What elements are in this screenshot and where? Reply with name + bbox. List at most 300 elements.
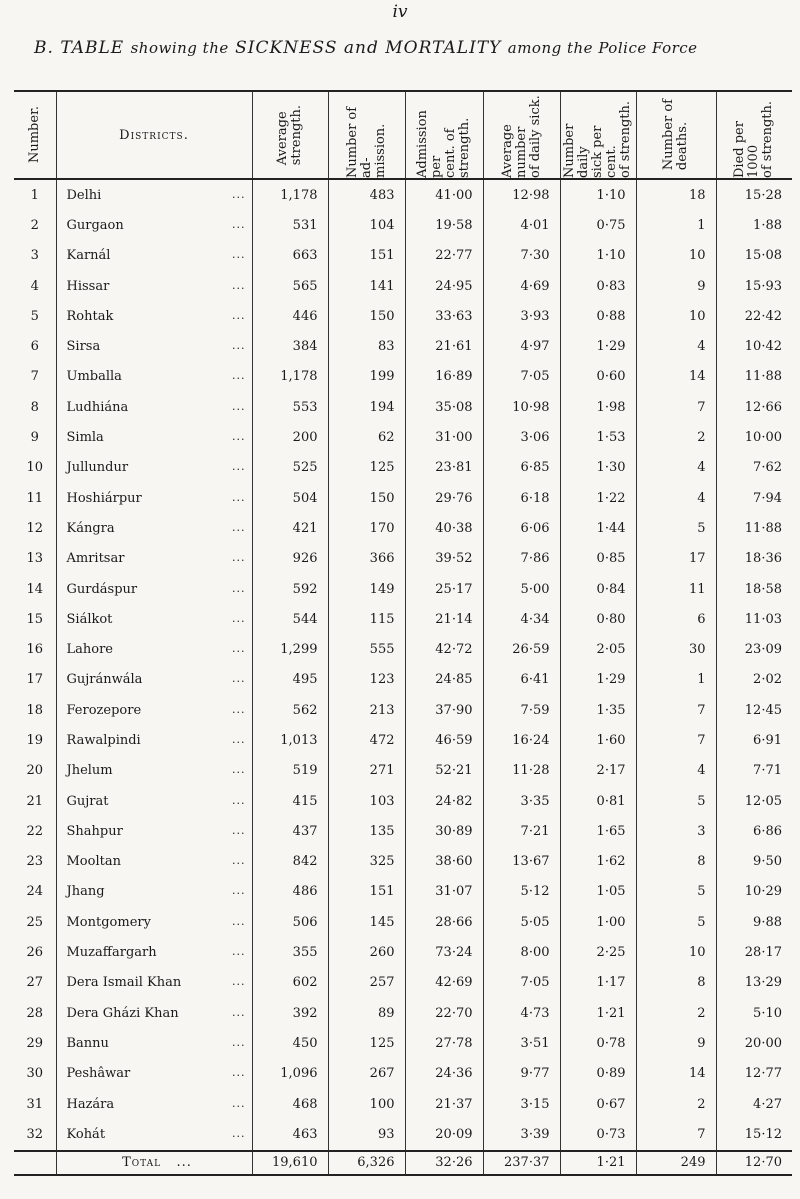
daily-sick-per-cent: 1·10: [560, 241, 636, 271]
deaths: 1: [636, 210, 716, 240]
admission-per-cent: 24·36: [405, 1059, 483, 1089]
daily-sick-per-cent: 1·98: [560, 392, 636, 422]
died-per-1000: 2·02: [716, 665, 792, 695]
average-strength: 842: [252, 847, 328, 877]
district-name: Gurdáspur ...: [56, 574, 252, 604]
daily-sick-per-cent: 1·22: [560, 483, 636, 513]
table-row: [14, 179, 792, 210]
daily-sick-per-cent: 1·53: [560, 422, 636, 452]
average-strength: 200: [252, 422, 328, 452]
died-per-1000: 15·12: [716, 1119, 792, 1150]
daily-sick-per-cent: 1·60: [560, 725, 636, 755]
row-number: 11: [26, 490, 44, 506]
row-number: 14: [26, 581, 44, 597]
admission-per-cent: 42·72: [405, 634, 483, 664]
header-admissions: Number of ad- mission.: [328, 91, 405, 179]
admissions: 267: [328, 1059, 405, 1089]
table-row: [14, 968, 792, 998]
table-row: [14, 513, 792, 543]
average-daily-sick: 26·59: [483, 634, 560, 664]
average-daily-sick: 12·98: [483, 179, 560, 210]
admission-per-cent: 35·08: [405, 392, 483, 422]
total-deaths: 249: [636, 1151, 716, 1175]
admission-per-cent: 28·66: [405, 907, 483, 937]
admissions: 125: [328, 1028, 405, 1058]
table-row: [14, 422, 792, 452]
table-row: [14, 816, 792, 846]
died-per-1000: 1·88: [716, 210, 792, 240]
died-per-1000: 10·29: [716, 877, 792, 907]
district-name: Hissar ...: [56, 271, 252, 301]
deaths: 7: [636, 725, 716, 755]
average-strength: 926: [252, 544, 328, 574]
daily-sick-per-cent: 1·10: [560, 179, 636, 210]
total-label: Total ...: [56, 1151, 252, 1175]
admission-per-cent: 30·89: [405, 816, 483, 846]
died-per-1000: 15·93: [716, 271, 792, 301]
died-per-1000: 7·94: [716, 483, 792, 513]
admission-per-cent: 40·38: [405, 513, 483, 543]
header-average-strength: Average strength.: [252, 91, 328, 179]
died-per-1000: 7·71: [716, 756, 792, 786]
district-name: Karnál ...: [56, 241, 252, 271]
admissions: 151: [328, 877, 405, 907]
admissions: 135: [328, 816, 405, 846]
admission-per-cent: 31·00: [405, 422, 483, 452]
deaths: 17: [636, 544, 716, 574]
total-died-per-1000: 12·70: [716, 1151, 792, 1175]
average-daily-sick: 11·28: [483, 756, 560, 786]
admissions: 483: [328, 179, 405, 210]
row-number: 23: [26, 854, 44, 870]
daily-sick-per-cent: 0·80: [560, 604, 636, 634]
daily-sick-per-cent: 0·89: [560, 1059, 636, 1089]
admission-per-cent: 22·70: [405, 998, 483, 1028]
header-deaths: Number of deaths.: [636, 91, 716, 179]
admission-per-cent: 39·52: [405, 544, 483, 574]
died-per-1000: 10·00: [716, 422, 792, 452]
district-name: Montgomery ...: [56, 907, 252, 937]
average-strength: 468: [252, 1089, 328, 1119]
header-row: [14, 91, 792, 179]
daily-sick-per-cent: 1·65: [560, 816, 636, 846]
deaths: 10: [636, 241, 716, 271]
admission-per-cent: 21·14: [405, 604, 483, 634]
total-admissions: 6,326: [328, 1151, 405, 1175]
died-per-1000: 7·62: [716, 453, 792, 483]
row-number: 30: [26, 1066, 44, 1082]
died-per-1000: 12·77: [716, 1059, 792, 1089]
admission-per-cent: 31·07: [405, 877, 483, 907]
admissions: 325: [328, 847, 405, 877]
admission-per-cent: 73·24: [405, 937, 483, 967]
total-row: [14, 1151, 792, 1175]
daily-sick-per-cent: 0·75: [560, 210, 636, 240]
header-daily-sick-per-cent: Number daily sick per cent. of strength.: [560, 91, 636, 179]
table-row: [14, 665, 792, 695]
daily-sick-per-cent: 0·81: [560, 786, 636, 816]
admissions: 555: [328, 634, 405, 664]
deaths: 9: [636, 1028, 716, 1058]
admissions: 62: [328, 422, 405, 452]
daily-sick-per-cent: 1·21: [560, 998, 636, 1028]
title-caps: SICKNESS and MORTALITY: [235, 38, 502, 58]
row-number: 15: [26, 611, 44, 627]
admission-per-cent: 24·85: [405, 665, 483, 695]
row-number: 12: [26, 520, 44, 536]
district-name: Simla ...: [56, 422, 252, 452]
total-admission-per-cent: 32·26: [405, 1151, 483, 1175]
admissions: 257: [328, 968, 405, 998]
average-strength: 506: [252, 907, 328, 937]
average-daily-sick: 4·73: [483, 998, 560, 1028]
row-number: 3: [30, 248, 39, 264]
district-name: Hoshiárpur ...: [56, 483, 252, 513]
average-daily-sick: 9·77: [483, 1059, 560, 1089]
table-row: [14, 847, 792, 877]
average-strength: 392: [252, 998, 328, 1028]
daily-sick-per-cent: 1·00: [560, 907, 636, 937]
district-name: Delhi ...: [56, 179, 252, 210]
average-daily-sick: 3·15: [483, 1089, 560, 1119]
average-strength: 592: [252, 574, 328, 604]
daily-sick-per-cent: 0·83: [560, 271, 636, 301]
deaths: 10: [636, 301, 716, 331]
died-per-1000: 18·58: [716, 574, 792, 604]
deaths: 4: [636, 453, 716, 483]
daily-sick-per-cent: 0·78: [560, 1028, 636, 1058]
district-name: Rohtak ...: [56, 301, 252, 331]
died-per-1000: 23·09: [716, 634, 792, 664]
table-row: [14, 634, 792, 664]
admissions: 213: [328, 695, 405, 725]
header-number: Number.: [14, 91, 56, 179]
table-row: [14, 392, 792, 422]
admissions: 83: [328, 331, 405, 361]
average-daily-sick: 7·21: [483, 816, 560, 846]
admissions: 123: [328, 665, 405, 695]
row-number: 19: [26, 732, 44, 748]
district-name: Peshâwar ...: [56, 1059, 252, 1089]
sickness-mortality-table: [14, 90, 792, 1176]
admission-per-cent: 16·89: [405, 362, 483, 392]
admissions: 93: [328, 1119, 405, 1150]
average-daily-sick: 10·98: [483, 392, 560, 422]
average-strength: 463: [252, 1119, 328, 1150]
table-row: [14, 907, 792, 937]
average-strength: 663: [252, 241, 328, 271]
deaths: 5: [636, 786, 716, 816]
average-daily-sick: 3·39: [483, 1119, 560, 1150]
deaths: 1: [636, 665, 716, 695]
deaths: 5: [636, 877, 716, 907]
row-number: 1: [30, 187, 39, 203]
table-row: [14, 937, 792, 967]
row-number: 21: [26, 793, 44, 809]
daily-sick-per-cent: 1·29: [560, 331, 636, 361]
admission-per-cent: 42·69: [405, 968, 483, 998]
table-row: [14, 1119, 792, 1150]
daily-sick-per-cent: 2·17: [560, 756, 636, 786]
deaths: 3: [636, 816, 716, 846]
average-strength: 1,299: [252, 634, 328, 664]
average-daily-sick: 7·05: [483, 362, 560, 392]
admissions: 150: [328, 483, 405, 513]
daily-sick-per-cent: 2·05: [560, 634, 636, 664]
row-number: 20: [26, 763, 44, 779]
table-row: [14, 574, 792, 604]
row-number: 16: [26, 642, 44, 658]
average-strength: 1,096: [252, 1059, 328, 1089]
district-name: Muzaffargarh ...: [56, 937, 252, 967]
died-per-1000: 20·00: [716, 1028, 792, 1058]
deaths: 10: [636, 937, 716, 967]
row-number: 10: [26, 460, 44, 476]
admissions: 150: [328, 301, 405, 331]
row-number: 9: [30, 430, 39, 446]
daily-sick-per-cent: 0·85: [560, 544, 636, 574]
admission-per-cent: 33·63: [405, 301, 483, 331]
admission-per-cent: 46·59: [405, 725, 483, 755]
district-name: Kohát ...: [56, 1119, 252, 1150]
row-number: 26: [26, 945, 44, 961]
died-per-1000: 4·27: [716, 1089, 792, 1119]
average-daily-sick: 4·97: [483, 331, 560, 361]
died-per-1000: 9·88: [716, 907, 792, 937]
deaths: 14: [636, 1059, 716, 1089]
table-row: [14, 756, 792, 786]
admissions: 104: [328, 210, 405, 240]
admissions: 260: [328, 937, 405, 967]
header-died-per-1000: Died per 1000 of strength.: [716, 91, 792, 179]
district-name: Dera Gházi Khan ...: [56, 998, 252, 1028]
table-row: [14, 604, 792, 634]
table-row: [14, 362, 792, 392]
total-blank: [14, 1151, 56, 1175]
died-per-1000: 5·10: [716, 998, 792, 1028]
average-daily-sick: 7·59: [483, 695, 560, 725]
daily-sick-per-cent: 1·62: [560, 847, 636, 877]
average-strength: 1,013: [252, 725, 328, 755]
average-strength: 602: [252, 968, 328, 998]
deaths: 4: [636, 483, 716, 513]
average-daily-sick: 5·05: [483, 907, 560, 937]
average-daily-sick: 6·85: [483, 453, 560, 483]
deaths: 14: [636, 362, 716, 392]
average-strength: 531: [252, 210, 328, 240]
average-strength: 562: [252, 695, 328, 725]
admission-per-cent: 38·60: [405, 847, 483, 877]
average-daily-sick: 5·00: [483, 574, 560, 604]
deaths: 2: [636, 998, 716, 1028]
average-strength: 565: [252, 271, 328, 301]
table-row: [14, 877, 792, 907]
district-name: Siálkot ...: [56, 604, 252, 634]
deaths: 2: [636, 422, 716, 452]
district-name: Gujránwála ...: [56, 665, 252, 695]
died-per-1000: 15·08: [716, 241, 792, 271]
deaths: 2: [636, 1089, 716, 1119]
deaths: 18: [636, 179, 716, 210]
average-daily-sick: 7·30: [483, 241, 560, 271]
deaths: 8: [636, 968, 716, 998]
table-row: [14, 1059, 792, 1089]
average-strength: 1,178: [252, 362, 328, 392]
row-number: 28: [26, 1005, 44, 1021]
header-admission-per-cent: Admission per cent. of strength.: [405, 91, 483, 179]
header-average-daily-sick: Average number of daily sick.: [483, 91, 560, 179]
daily-sick-per-cent: 1·05: [560, 877, 636, 907]
district-name: Dera Ismail Khan ...: [56, 968, 252, 998]
table-row: [14, 301, 792, 331]
daily-sick-per-cent: 0·67: [560, 1089, 636, 1119]
daily-sick-per-cent: 0·60: [560, 362, 636, 392]
table-row: [14, 1089, 792, 1119]
average-strength: 421: [252, 513, 328, 543]
admission-per-cent: 24·82: [405, 786, 483, 816]
deaths: 11: [636, 574, 716, 604]
average-daily-sick: 6·06: [483, 513, 560, 543]
average-daily-sick: 3·35: [483, 786, 560, 816]
average-strength: 437: [252, 816, 328, 846]
admissions: 194: [328, 392, 405, 422]
admissions: 151: [328, 241, 405, 271]
row-number: 2: [30, 217, 39, 233]
average-strength: 1,178: [252, 179, 328, 210]
deaths: 5: [636, 907, 716, 937]
died-per-1000: 6·91: [716, 725, 792, 755]
average-daily-sick: 4·01: [483, 210, 560, 240]
admission-per-cent: 29·76: [405, 483, 483, 513]
district-name: Hazára ...: [56, 1089, 252, 1119]
average-daily-sick: 8·00: [483, 937, 560, 967]
admission-per-cent: 21·37: [405, 1089, 483, 1119]
row-number: 7: [30, 369, 39, 385]
title-middle: showing the: [130, 39, 229, 57]
admissions: 103: [328, 786, 405, 816]
district-name: Shahpur ...: [56, 816, 252, 846]
average-strength: 544: [252, 604, 328, 634]
row-number: 24: [26, 884, 44, 900]
table-row: [14, 483, 792, 513]
total-average-strength: 19,610: [252, 1151, 328, 1175]
title-prefix: B.: [34, 38, 54, 58]
admissions: 89: [328, 998, 405, 1028]
row-number: 27: [26, 975, 44, 991]
admission-per-cent: 23·81: [405, 453, 483, 483]
average-daily-sick: 6·41: [483, 665, 560, 695]
average-daily-sick: 3·93: [483, 301, 560, 331]
average-daily-sick: 13·67: [483, 847, 560, 877]
table-row: [14, 1028, 792, 1058]
total-average-daily-sick: 237·37: [483, 1151, 560, 1175]
daily-sick-per-cent: 0·84: [560, 574, 636, 604]
average-daily-sick: 4·34: [483, 604, 560, 634]
table-row: [14, 453, 792, 483]
row-number: 6: [30, 339, 39, 355]
district-name: Mooltan ...: [56, 847, 252, 877]
average-strength: 525: [252, 453, 328, 483]
table-row: [14, 271, 792, 301]
died-per-1000: 28·17: [716, 937, 792, 967]
average-daily-sick: 4·69: [483, 271, 560, 301]
district-name: Ludhiána ...: [56, 392, 252, 422]
admissions: 170: [328, 513, 405, 543]
table-row: [14, 210, 792, 240]
admissions: 115: [328, 604, 405, 634]
died-per-1000: 12·66: [716, 392, 792, 422]
died-per-1000: 22·42: [716, 301, 792, 331]
deaths: 7: [636, 695, 716, 725]
deaths: 8: [636, 847, 716, 877]
row-number: 31: [26, 1096, 44, 1112]
district-name: Sirsa ...: [56, 331, 252, 361]
admissions: 199: [328, 362, 405, 392]
table-title: [34, 38, 794, 58]
table-row: [14, 695, 792, 725]
admission-per-cent: 19·58: [405, 210, 483, 240]
average-daily-sick: 6·18: [483, 483, 560, 513]
title-suffix: among the Police Force: [507, 39, 698, 57]
row-number: 29: [26, 1035, 44, 1051]
title-main: TABLE: [60, 38, 125, 58]
admissions: 366: [328, 544, 405, 574]
admission-per-cent: 52·21: [405, 756, 483, 786]
deaths: 4: [636, 331, 716, 361]
table-row: [14, 725, 792, 755]
died-per-1000: 11·03: [716, 604, 792, 634]
district-name: Kángra ...: [56, 513, 252, 543]
row-number: 25: [26, 914, 44, 930]
daily-sick-per-cent: 1·30: [560, 453, 636, 483]
admissions: 271: [328, 756, 405, 786]
district-name: Rawalpindi ...: [56, 725, 252, 755]
average-strength: 450: [252, 1028, 328, 1058]
row-number: 32: [26, 1126, 44, 1142]
admission-per-cent: 27·78: [405, 1028, 483, 1058]
died-per-1000: 6·86: [716, 816, 792, 846]
table-row: [14, 544, 792, 574]
deaths: 30: [636, 634, 716, 664]
daily-sick-per-cent: 1·44: [560, 513, 636, 543]
died-per-1000: 12·45: [716, 695, 792, 725]
average-daily-sick: 7·05: [483, 968, 560, 998]
district-name: Ferozepore ...: [56, 695, 252, 725]
district-name: Amritsar ...: [56, 544, 252, 574]
row-number: 22: [26, 823, 44, 839]
district-name: Jhang ...: [56, 877, 252, 907]
average-strength: 504: [252, 483, 328, 513]
died-per-1000: 11·88: [716, 513, 792, 543]
total-daily-sick-per-cent: 1·21: [560, 1151, 636, 1175]
daily-sick-per-cent: 2·25: [560, 937, 636, 967]
average-daily-sick: 16·24: [483, 725, 560, 755]
average-daily-sick: 7·86: [483, 544, 560, 574]
daily-sick-per-cent: 0·88: [560, 301, 636, 331]
row-number: 5: [30, 308, 39, 324]
daily-sick-per-cent: 1·17: [560, 968, 636, 998]
admissions: 472: [328, 725, 405, 755]
admissions: 100: [328, 1089, 405, 1119]
died-per-1000: 10·42: [716, 331, 792, 361]
header-districts: Districts.: [56, 91, 252, 179]
average-strength: 446: [252, 301, 328, 331]
daily-sick-per-cent: 1·29: [560, 665, 636, 695]
page-number: iv: [392, 2, 408, 22]
admission-per-cent: 24·95: [405, 271, 483, 301]
average-daily-sick: 3·06: [483, 422, 560, 452]
average-strength: 495: [252, 665, 328, 695]
